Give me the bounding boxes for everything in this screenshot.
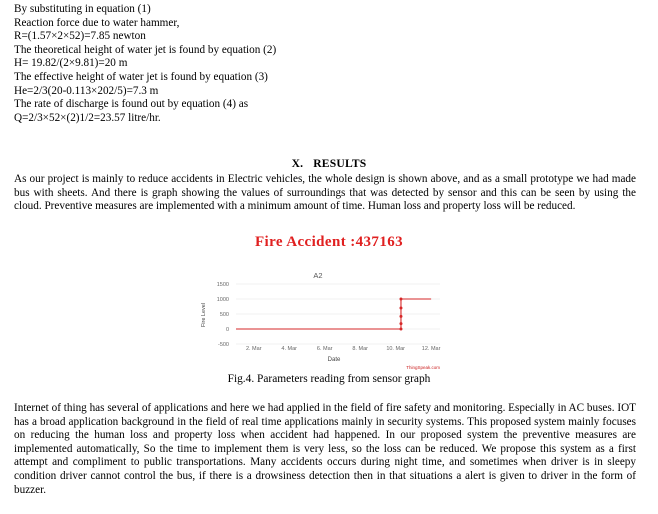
- x-tick-label: 8. Mar: [352, 346, 368, 352]
- equation-line: H= 19.82/(2×9.81)=20 m: [14, 57, 128, 70]
- data-point: [399, 322, 402, 325]
- x-tick-label: 6. Mar: [316, 346, 333, 352]
- y-tick-label: 0: [225, 327, 229, 333]
- data-point: [399, 298, 402, 301]
- figure-title: Fire Accident :437163: [254, 234, 404, 250]
- chart-grid: [236, 284, 440, 344]
- x-axis-label: Date: [327, 357, 341, 363]
- equation-block: [14, 3, 634, 125]
- data-point: [399, 328, 402, 331]
- y-tick-label: 1500: [216, 282, 229, 288]
- y-tick-label: 500: [219, 312, 229, 318]
- chart-credit: ThingSpeak.com: [406, 365, 440, 370]
- x-tick-label: 10. Mar: [386, 346, 405, 352]
- equation-line: The rate of discharge is found out by equation (4) as: [14, 98, 249, 111]
- x-tick-label: 4. Mar: [281, 346, 298, 352]
- y-tick-labels: [217, 282, 229, 348]
- equation-line: The theoretical height of water jet is found by equation (2): [14, 43, 277, 56]
- equation-line: Q=2/3×52×(2)1/2=23.57 litre/hr.: [14, 111, 161, 124]
- sensor-chart: [196, 266, 446, 372]
- discussion-paragraph: Internet of thing has several of applications and here we had applied in the field of fire safety and monitoring. Especially in AC buses. IOT has a broad application background in the field of real time applications mainly in security systems. This proposed system mainly focuses on reducing the human loss and property loss when accident had happened. In our proposed system the preventive measures are implemented automatically, So the time to implement them is very less, so the loss can be reduced. We propose this system as a first attempt and compliment to public transportations. Many accidents occurs during night time, and sometimes when driver is in sleepy condition driver cannot control the bus, if there is a drowsiness detection then in that situations a alert is given to driver in the form of buzzer.: [14, 402, 636, 496]
- y-tick-label: -500: [217, 342, 229, 348]
- y-tick-label: 1000: [216, 297, 229, 303]
- data-point: [399, 315, 402, 318]
- data-point: [399, 307, 402, 310]
- x-tick-labels: [246, 346, 441, 352]
- results-paragraph: As our project is mainly to reduce accidents in Electric vehicles, the whole design is shown above, and as a small prototype we had made bus with sheets. And there is graph showing the values of surroundings that was detected by sensor and this can be seen by using the cloud. Preventive measures are implemented with a minimum amount of time. Human loss and property loss will be reduced.: [14, 173, 636, 213]
- equation-line: He=2/3(20-0.113×202/5)=7.3 m: [14, 84, 159, 97]
- y-axis-label: Fire Level: [201, 302, 207, 328]
- equation-line: R=(1.57×2×52)=7.85 newton: [14, 30, 146, 43]
- section-number: X.: [291, 157, 304, 170]
- section-title: RESULTS: [313, 157, 367, 170]
- equation-line: By substituting in equation (1): [14, 3, 151, 15]
- equation-line: Reaction force due to water hammer,: [14, 16, 180, 29]
- chart-svg: [196, 266, 446, 372]
- section-heading: [0, 157, 658, 171]
- x-tick-label: 12. Mar: [421, 346, 441, 352]
- figure-caption: Fig.4. Parameters reading from sensor graph: [227, 373, 431, 385]
- equation-line: The effective height of water jet is found by equation (3): [14, 70, 268, 83]
- chart-series-title: A2: [313, 271, 323, 280]
- x-tick-label: 2. Mar: [245, 346, 262, 352]
